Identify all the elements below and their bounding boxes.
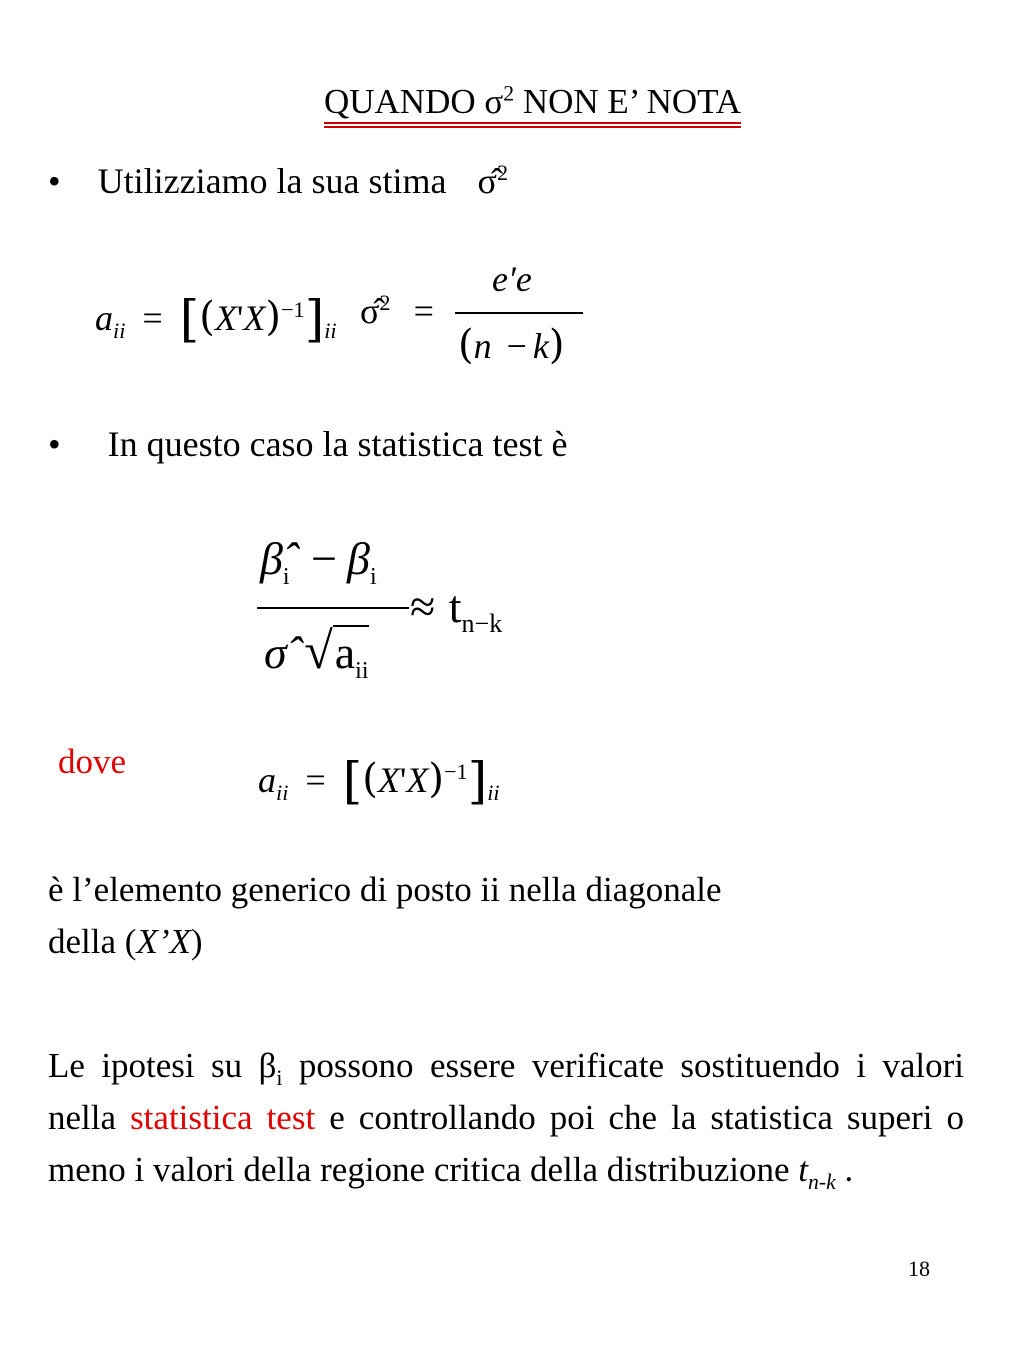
paragraph-hypotheses (48, 1040, 964, 1196)
bullet-1-text: Utilizziamo la sua stima (97, 161, 447, 201)
formula-aii-open-bracket: [ (179, 290, 200, 348)
formula-aii-lhs-sub: ii (113, 318, 126, 344)
sigma-hat-sup: 2 (496, 160, 509, 185)
formula-denominator-minus: − (506, 326, 527, 366)
sqrt-radicand (333, 625, 369, 685)
formula3-x2: X (406, 760, 429, 800)
formula-sigma-eq: = (413, 291, 434, 331)
beta-hat-sub: i (282, 564, 290, 591)
bullet-2-text: In questo caso la statistica test è (107, 424, 568, 464)
bullet-1 (48, 160, 508, 202)
beta-sub: i (369, 564, 377, 591)
paragraph-1-post: ) (190, 922, 203, 961)
test-stat-distribution (410, 580, 503, 639)
a-symbol: a (334, 627, 356, 678)
sigma-hat-symbol: σ̂ (477, 161, 497, 201)
formula-aii-bracket-sub: ii (324, 318, 337, 344)
formula3-open-paren: ( (362, 756, 378, 802)
bullet-symbol-2: • (48, 424, 61, 464)
paragraph-element-description (48, 864, 722, 968)
formula3-open-bracket: [ (342, 752, 363, 810)
paragraph-2-part1: Le ipotesi su (48, 1046, 259, 1085)
sigma-hat-denominator: σ̂ (264, 627, 287, 678)
formula-aii-definition (258, 752, 500, 810)
formula-aii-lhs: a (95, 298, 113, 338)
formula-aii-open-paren: ( (199, 294, 215, 340)
formula-sigma-estimate (360, 290, 434, 332)
dove-label: dove (58, 742, 127, 781)
formula-sigma-symbol: σ̂ (360, 291, 380, 331)
paragraph-2-beta-sub: i (276, 1066, 283, 1090)
paragraph-2-part3: e controllando poi che la statistica superi o meno i valori della regione critica della distribuzione (48, 1098, 965, 1189)
formula-denominator-close: ) (548, 322, 565, 368)
formula-aii-eq: = (142, 298, 163, 338)
test-stat-minus: − (311, 533, 338, 584)
paragraph-2-t: t (798, 1150, 809, 1189)
formula3-lhs: a (258, 760, 276, 800)
formula-aii-x1: X (214, 298, 237, 338)
t-sub: n−k (461, 609, 503, 639)
title-text: QUANDO σ (323, 82, 504, 121)
paragraph-2-t-sub: n-k (808, 1170, 836, 1194)
formula-aii (95, 290, 337, 348)
sqrt-icon: √ (304, 623, 333, 680)
formula3-close-paren: ) (428, 756, 444, 802)
bullet-2 (48, 423, 567, 465)
formula-numerator: e′e (492, 259, 532, 299)
formula-aii-prime: ' (236, 298, 244, 338)
test-stat-numerator (260, 532, 377, 591)
title-sup: 2 (503, 81, 515, 106)
page-number: 18 (908, 1256, 930, 1281)
beta-hat-symbol: β̂ (260, 533, 283, 584)
formula-aii-x2: X (243, 298, 266, 338)
formula3-x1: X (377, 760, 400, 800)
beta-symbol: β (347, 533, 370, 584)
formula3-lhs-sub: ii (276, 780, 289, 806)
formula-denominator (458, 322, 565, 368)
a-sub: ii (355, 658, 369, 685)
formula-sigma-sup: 2 (379, 290, 391, 315)
bullet-symbol: • (48, 161, 61, 201)
title-rest: NON E’ NOTA (514, 82, 742, 121)
formula-denominator-k: k (532, 326, 549, 366)
formula-aii-close-bracket: ] (304, 290, 325, 348)
formula3-close-bracket: ] (467, 752, 488, 810)
formula3-prime: ' (399, 760, 407, 800)
t-symbol: t (448, 581, 462, 632)
formula-aii-exp: −1 (280, 297, 305, 322)
fraction-line-1 (455, 312, 583, 314)
paragraph-1-line-2 (48, 916, 722, 968)
slide-title (0, 82, 1024, 126)
formula3-bracket-sub: ii (487, 780, 500, 806)
formula3-eq: = (305, 760, 326, 800)
test-stat-denominator (264, 622, 369, 685)
formula-aii-close-paren: ) (265, 294, 281, 340)
paragraph-2-end: . (835, 1150, 854, 1189)
formula-denominator-n: n (473, 326, 492, 366)
formula3-exp: −1 (443, 759, 468, 784)
paragraph-2-red-text: statistica test (130, 1098, 316, 1137)
formula-denominator-open: ( (458, 322, 474, 368)
paragraph-2-beta: β (258, 1046, 277, 1085)
approx-symbol: ≈ (410, 581, 436, 632)
paragraph-1-pre: della ( (48, 922, 137, 961)
paragraph-1-math: X’X (136, 922, 191, 961)
paragraph-1-line-1: è l’elemento generico di posto ii nella diagonale (48, 870, 722, 909)
paragraph-2-part2: possono essere verificate sostituendo i valori nella (48, 1046, 964, 1137)
fraction-line-2 (257, 607, 409, 609)
